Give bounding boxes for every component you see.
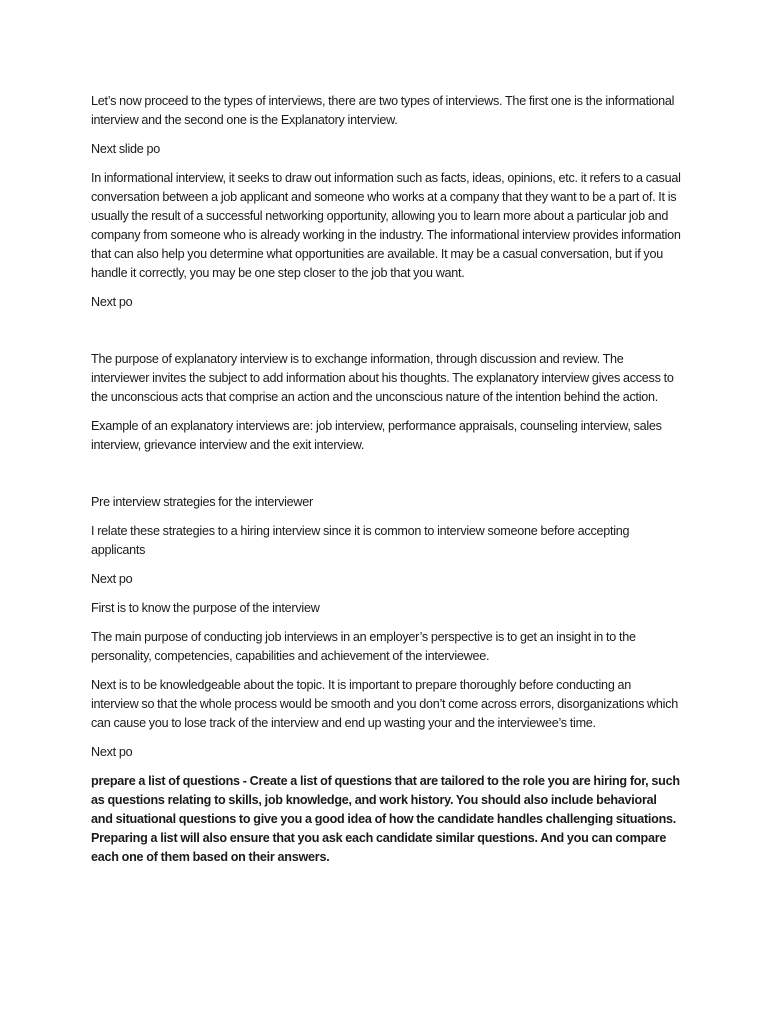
paragraph-next-slide: Next slide po [91, 142, 160, 156]
paragraph-informational-interview: In informational interview, it seeks to draw out information such as facts, ideas, opinions, etc. it refers to a casual conversation between a job applicant and someone who works at a company that they want to be a part of. It is usually the result of a successful networking opportunity, allowing you to learn more about a particular job and company from someone who is already working in the industry. The informational interview provides information that can also help you determine what opportunities are available. It may be a casual conversation, but if you handle it correctly, you may be one step closer to the job that you want. [91, 171, 681, 280]
paragraph-next-po-3: Next po [91, 745, 133, 759]
paragraph-explanatory-examples: Example of an explanatory interviews are: job interview, performance appraisals, counseling interview, sales interview, grievance interview and the exit interview. [91, 419, 662, 452]
paragraph-knowledgeable: Next is to be knowledgeable about the topic. It is important to prepare thoroughly before conducting an interview so that the whole process would be smooth and you don’t come across errors, disorganizations which can cause you to lose track of the interview and end up wasting your and the interviewee’s time. [91, 678, 679, 730]
paragraph-explanatory-purpose: The purpose of explanatory interview is to exchange information, through discussion and review. The interviewer invites the subject to add information about his thoughts. The explanatory interview gives access to the unconscious acts that comprise an action and the unconscious nature of the intention behind the action. [91, 352, 674, 404]
paragraph-next-po-2: Next po [91, 572, 133, 586]
paragraph-pre-interview-heading: Pre interview strategies for the interviewer [91, 495, 313, 509]
paragraph-prepare-questions: prepare a list of questions - Create a list of questions that are tailored to the role you are hiring for, such as questions relating to skills, job knowledge, and work history. You should also include behavioral and situational questions to give you a good idea of how the candidate handles challenging situations. Preparing a list will also ensure that you ask each candidate similar questions. And you can compare each one of them based on their answers. [91, 774, 680, 864]
paragraph-relate-strategies: I relate these strategies to a hiring interview since it is common to interview someone before accepting applicants [91, 524, 630, 557]
paragraph-types-of-interviews: Let’s now proceed to the types of interviews, there are two types of interviews. The first one is the informational interview and the second one is the Explanatory interview. [91, 94, 675, 127]
paragraph-know-purpose: First is to know the purpose of the interview [91, 601, 320, 615]
paragraph-next-po-1: Next po [91, 295, 133, 309]
document-page [91, 92, 681, 867]
paragraph-main-purpose: The main purpose of conducting job interviews in an employer’s perspective is to get an insight in to the personality, competencies, capabilities and achievement of the interviewee. [91, 630, 636, 663]
